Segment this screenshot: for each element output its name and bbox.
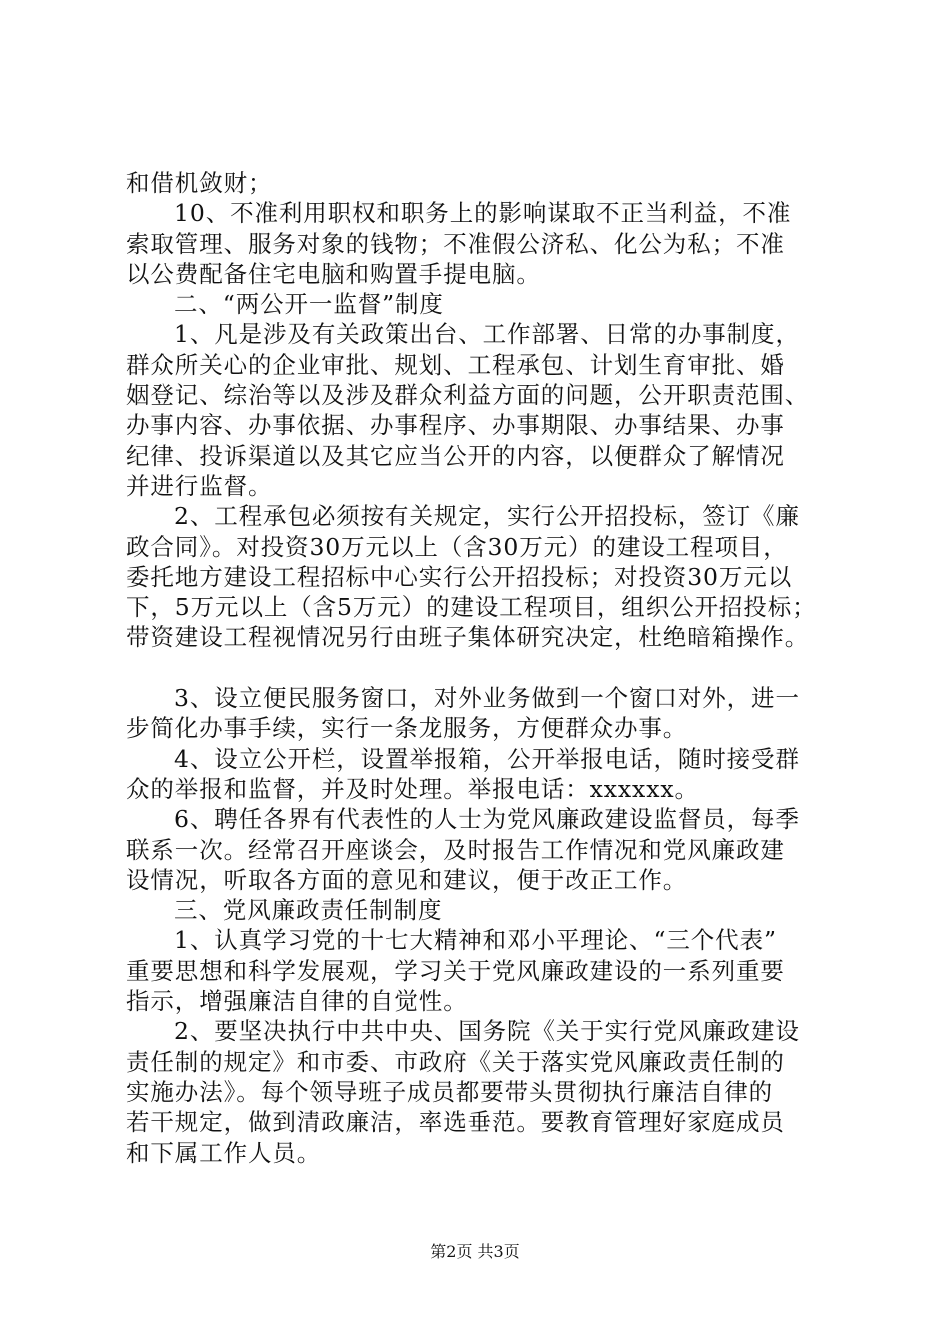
text-line: 实施办法》。每个领导班子成员都要带头贯彻执行廉洁自律的 [126,1077,774,1106]
text-line: 和借机敛财； [126,169,273,197]
text-line: 1、认真学习党的十七大精神和邓小平理论、“三个代表” [174,926,777,955]
text-line: 带资建设工程视情况另行由班子集体研究决定，杜绝暗箱操作。 [126,623,810,652]
text-line: 4、设立公开栏，设置举报箱，公开举报电话，随时接受群 [174,744,800,773]
blank-line [126,653,836,683]
text-line: 三、党风廉政责任制制度 [174,896,443,925]
text-line: 2、工程承包必须按有关规定，实行公开招投标，签订《廉 [174,502,800,531]
text-line: 政合同》。对投资30万元以上（含30万元）的建设工程项目， [126,532,788,561]
text-line: 2、要坚决执行中共中央、国务院《关于实行党风廉政建设 [174,1017,800,1046]
text-line: 若干规定，做到清政廉洁，率选垂范。要教育管理好家庭成员 [126,1108,785,1137]
text-line: 联系一次。经常召开座谈会，及时报告工作情况和党风廉政建 [126,835,785,864]
text-line: 二、“两公开一监督”制度 [174,290,444,319]
text-line: 3、设立便民服务窗口，对外业务做到一个窗口对外，进一 [174,684,800,713]
text-line: 下，5万元以上（含5万元）的建设工程项目，组织公开招投标； [126,593,817,622]
text-line: 办事内容、办事依据、办事程序、办事期限、办事结果、办事 [126,411,785,440]
text-line: 索取管理、服务对象的钱物；不准假公济私、化公为私；不准 [126,229,785,258]
text-line: 重要思想和科学发展观，学习关于党风廉政建设的一系列重要 [126,956,785,985]
text-line: 设情况，听取各方面的意见和建议，便于改正工作。 [126,865,688,894]
text-line: 和下属工作人员。 [126,1138,322,1167]
text-line: 6、聘任各界有代表性的人士为党风廉政建设监督员，每季 [174,805,800,834]
page-footer: 第2页 共3页 [430,1242,520,1261]
text-line: 并进行监督。 [126,471,273,500]
text-line: 责任制的规定》和市委、市政府《关于落实党风廉政责任制的 [126,1047,785,1076]
text-line: 姻登记、综治等以及涉及群众利益方面的问题，公开职责范围、 [126,381,810,410]
document-body [126,168,836,1168]
text-line: 指示，增强廉洁自律的自觉性。 [126,987,468,1016]
text-line: 纪律、投诉渠道以及其它应当公开的内容，以便群众了解情况 [126,441,785,470]
text-line: 10、不准利用职权和职务上的影响谋取不正当利益，不准 [174,199,792,228]
text-line: 众的举报和监督，并及时处理。举报电话：xxxxxx。 [126,774,699,803]
text-line: 以公费配备住宅电脑和购置手提电脑。 [126,259,541,288]
text-line: 群众所关心的企业审批、规划、工程承包、计划生育审批、婚 [126,350,785,379]
text-line: 步简化办事手续，实行一条龙服务，方便群众办事。 [126,714,688,743]
text-line: 委托地方建设工程招标中心实行公开招投标；对投资30万元以 [126,562,793,591]
text-line: 1、凡是涉及有关政策出台、工作部署、日常的办事制度， [174,320,800,349]
